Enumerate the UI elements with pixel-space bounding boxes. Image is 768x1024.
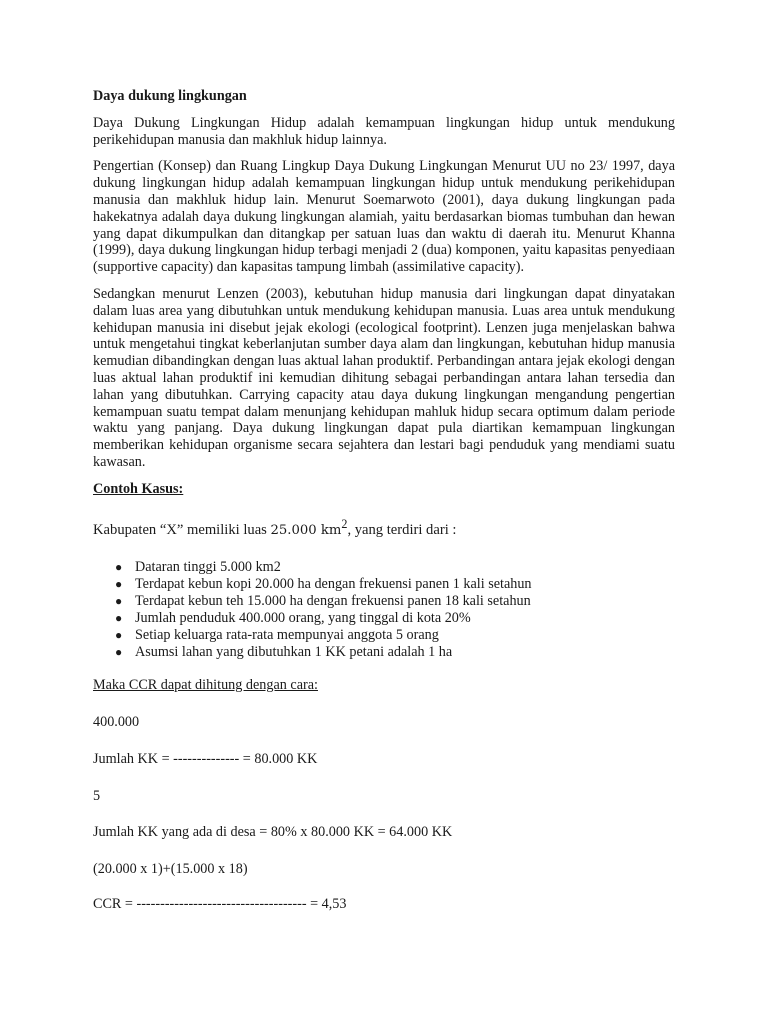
list-item [93,593,675,610]
case-intro-suffix: , yang terdiri dari : [347,521,457,538]
bullet-icon: ● [115,611,123,626]
case-heading: Contoh Kasus: [93,480,184,497]
case-intro-area: 25.000 km [270,522,342,538]
document-title: Daya dukung lingkungan [93,88,247,104]
paragraph-definition: Daya Dukung Lingkungan Hidup adalah kemampuan lingkungan hidup untuk mendukung perikehidupan manusia dan makhluk hidup lainnya. [93,114,675,148]
list-item [93,627,675,644]
case-intro-sup: 2 [341,516,348,531]
bullet-icon: ● [115,594,123,609]
calc-line-kk-desa: Jumlah KK yang ada di desa = 80% x 80.000 KK = 64.000 KK [93,824,453,841]
case-intro-prefix: Kabupaten “X” memiliki luas [93,521,271,538]
method-heading: Maka CCR dapat dihitung dengan cara: [93,677,318,694]
list-item-text: Asumsi lahan yang dibutuhkan 1 KK petani adalah 1 ha [135,644,453,661]
bullet-icon: ● [115,645,123,660]
list-item-text: Dataran tinggi 5.000 km2 [135,559,281,576]
list-item [93,559,675,576]
list-item [93,576,675,593]
list-item [93,610,675,627]
paragraph-concept: Pengertian (Konsep) dan Ruang Lingkup Daya Dukung Lingkungan Menurut UU no 23/ 1997, daya dukung lingkungan hidup adalah kemampuan lingkungan hidup untuk mendukung perikehidupan manusia dan makhluk hidup lain. Menurut Soemarwoto (2001), daya dukung lingkungan pada hakekatnya adalah daya dukung lingkungan alamiah, yaitu berdasarkan biomas tumbuhan dan hewan yang dapat dikumpulkan dan ditangkap per satuan luas dan waktu di daerah itu. Menurut Khanna (1999), daya dukung lingkungan hidup terbagi menjadi 2 (dua) komponen, yaitu kapasitas penyediaan (supportive capacity) dan kapasitas tampung limbah (assimilative capacity). [93,158,675,276]
document-body [93,88,675,933]
calc-line-ccr: CCR = ------------------------------------ = 4,53 [93,895,347,912]
list-item-text: Terdapat kebun teh 15.000 ha dengan frekuensi panen 18 kali setahun [135,593,531,610]
bullet-icon: ● [115,577,123,592]
calc-line-jumlah-kk: Jumlah KK = -------------- = 80.000 KK [93,750,318,767]
calc-line-denominator: 5 [93,787,101,804]
list-item [93,644,675,661]
calc-line-ccr-numerator: (20.000 x 1)+(15.000 x 18) [93,861,248,878]
case-bullet-list [93,559,675,661]
list-item-text: Setiap keluarga rata-rata mempunyai anggota 5 orang [135,627,439,644]
case-intro [93,516,675,540]
bullet-icon: ● [115,628,123,643]
calc-line-numerator: 400.000 [93,713,140,730]
bullet-icon: ● [115,560,123,575]
paragraph-lenzen: Sedangkan menurut Lenzen (2003), kebutuhan hidup manusia dari lingkungan dapat dinyatakan dalam luas area yang dibutuhkan untuk mendukung kehidupan manusia. Luas area untuk mendukung kehidupan manusia ini disebut jejak ekologi (ecological footprint). Lenzen juga menjelaskan bahwa untuk mengetahui tingkat keberlanjutan sumber daya alam dan lingkungan, kebutuhan hidup manusia kemudian dibandingkan dengan luas aktual lahan produktif. Perbandingan antara jejak ekologi dengan luas aktual lahan produktif ini kemudian dihitung sebagai perbandingan antara lahan tersedia dan lahan yang dibutuhkan. Carrying capacity atau daya dukung lingkungan mengandung pengertian kemampuan suatu tempat dalam menunjang kehidupan mahluk hidup secara optimum dalam periode waktu yang panjang. Daya dukung lingkungan dapat pula diartikan kemampuan lingkungan memberikan kehidupan organisme secara sejahtera dan lestari bagi penduduk yang mendiami suatu kawasan. [93,285,675,470]
list-item-text: Jumlah penduduk 400.000 orang, yang tinggal di kota 20% [135,610,471,627]
list-item-text: Terdapat kebun kopi 20.000 ha dengan frekuensi panen 1 kali setahun [135,576,532,593]
